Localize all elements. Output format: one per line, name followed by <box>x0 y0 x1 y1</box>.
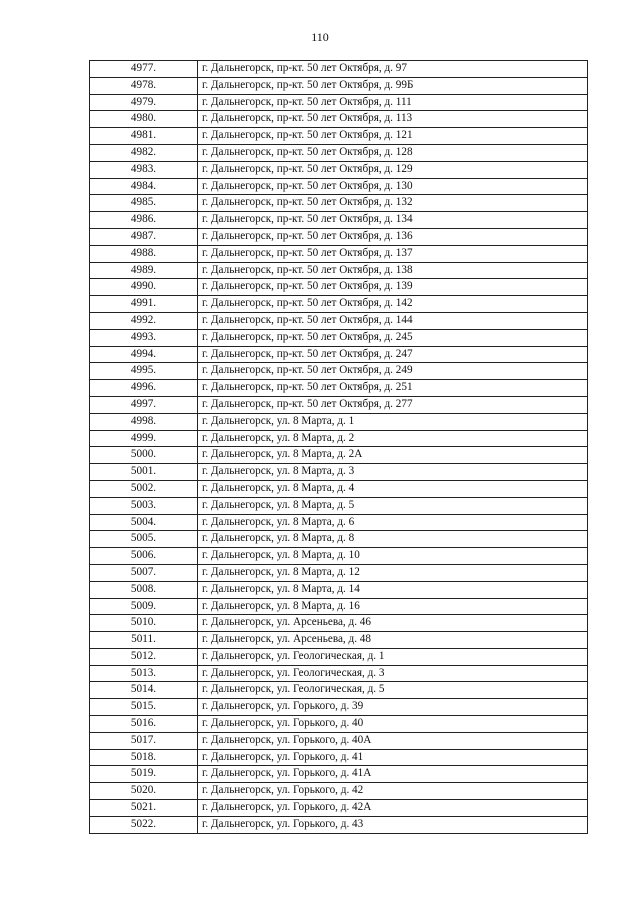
table-row <box>90 514 588 531</box>
table-row <box>90 497 588 514</box>
table-row <box>90 178 588 195</box>
table-row <box>90 430 588 447</box>
table-row <box>90 464 588 481</box>
table-row <box>90 195 588 212</box>
row-address: г. Дальнегорск, пр-кт. 50 лет Октября, д. 128 <box>198 144 588 161</box>
table-row <box>90 61 588 78</box>
row-address: г. Дальнегорск, пр-кт. 50 лет Октября, д. 142 <box>198 296 588 313</box>
table-row <box>90 245 588 262</box>
row-number: 5005. <box>90 531 198 548</box>
row-number: 4980. <box>90 111 198 128</box>
row-number: 5017. <box>90 732 198 749</box>
row-address: г. Дальнегорск, ул. Геологическая, д. 3 <box>198 665 588 682</box>
table-row <box>90 396 588 413</box>
row-address: г. Дальнегорск, ул. 8 Марта, д. 10 <box>198 548 588 565</box>
row-number: 5001. <box>90 464 198 481</box>
row-address: г. Дальнегорск, пр-кт. 50 лет Октября, д. 138 <box>198 262 588 279</box>
row-address: г. Дальнегорск, пр-кт. 50 лет Октября, д. 129 <box>198 161 588 178</box>
row-number: 5007. <box>90 564 198 581</box>
table-row <box>90 816 588 833</box>
row-number: 4985. <box>90 195 198 212</box>
row-address: г. Дальнегорск, пр-кт. 50 лет Октября, д. 251 <box>198 380 588 397</box>
row-number: 4987. <box>90 228 198 245</box>
table-row <box>90 212 588 229</box>
row-address: г. Дальнегорск, ул. 8 Марта, д. 12 <box>198 564 588 581</box>
table-row <box>90 665 588 682</box>
row-address: г. Дальнегорск, ул. 8 Марта, д. 3 <box>198 464 588 481</box>
row-address: г. Дальнегорск, пр-кт. 50 лет Октября, д. 132 <box>198 195 588 212</box>
row-number: 4984. <box>90 178 198 195</box>
table-row <box>90 682 588 699</box>
row-address: г. Дальнегорск, ул. Горького, д. 40 <box>198 716 588 733</box>
row-address: г. Дальнегорск, пр-кт. 50 лет Октября, д. 139 <box>198 279 588 296</box>
row-number: 4988. <box>90 245 198 262</box>
row-number: 5004. <box>90 514 198 531</box>
table-row <box>90 380 588 397</box>
row-number: 5009. <box>90 598 198 615</box>
row-number: 4986. <box>90 212 198 229</box>
row-address: г. Дальнегорск, ул. 8 Марта, д. 6 <box>198 514 588 531</box>
table-row <box>90 632 588 649</box>
row-number: 5015. <box>90 699 198 716</box>
table-row <box>90 128 588 145</box>
table-row <box>90 94 588 111</box>
table-row <box>90 144 588 161</box>
table-row <box>90 447 588 464</box>
row-address: г. Дальнегорск, пр-кт. 50 лет Октября, д. 136 <box>198 228 588 245</box>
row-address: г. Дальнегорск, пр-кт. 50 лет Октября, д. 247 <box>198 346 588 363</box>
table-row <box>90 800 588 817</box>
row-number: 5014. <box>90 682 198 699</box>
row-number: 4994. <box>90 346 198 363</box>
row-address: г. Дальнегорск, ул. 8 Марта, д. 4 <box>198 480 588 497</box>
table-row <box>90 228 588 245</box>
row-number: 5002. <box>90 480 198 497</box>
table-row <box>90 615 588 632</box>
row-address: г. Дальнегорск, ул. 8 Марта, д. 5 <box>198 497 588 514</box>
row-number: 4989. <box>90 262 198 279</box>
row-number: 4991. <box>90 296 198 313</box>
address-table <box>89 60 588 834</box>
table-row <box>90 648 588 665</box>
row-number: 4983. <box>90 161 198 178</box>
row-number: 4995. <box>90 363 198 380</box>
row-address: г. Дальнегорск, пр-кт. 50 лет Октября, д. 249 <box>198 363 588 380</box>
table-row <box>90 598 588 615</box>
table-row <box>90 480 588 497</box>
row-address: г. Дальнегорск, пр-кт. 50 лет Октября, д. 137 <box>198 245 588 262</box>
row-number: 4992. <box>90 312 198 329</box>
row-number: 4997. <box>90 396 198 413</box>
row-address: г. Дальнегорск, ул. Горького, д. 39 <box>198 699 588 716</box>
table-row <box>90 262 588 279</box>
row-number: 4996. <box>90 380 198 397</box>
row-address: г. Дальнегорск, пр-кт. 50 лет Октября, д. 277 <box>198 396 588 413</box>
table-row <box>90 783 588 800</box>
row-address: г. Дальнегорск, ул. Арсеньева, д. 46 <box>198 615 588 632</box>
row-number: 4978. <box>90 77 198 94</box>
row-address: г. Дальнегорск, пр-кт. 50 лет Октября, д. 113 <box>198 111 588 128</box>
row-number: 5013. <box>90 665 198 682</box>
table-row <box>90 329 588 346</box>
table-row <box>90 161 588 178</box>
row-number: 5006. <box>90 548 198 565</box>
row-number: 4981. <box>90 128 198 145</box>
row-address: г. Дальнегорск, пр-кт. 50 лет Октября, д. 245 <box>198 329 588 346</box>
row-address: г. Дальнегорск, ул. Горького, д. 42 <box>198 783 588 800</box>
row-address: г. Дальнегорск, пр-кт. 50 лет Октября, д. 130 <box>198 178 588 195</box>
row-address: г. Дальнегорск, ул. 8 Марта, д. 8 <box>198 531 588 548</box>
row-number: 4979. <box>90 94 198 111</box>
row-number: 5019. <box>90 766 198 783</box>
table-row <box>90 413 588 430</box>
table-row <box>90 346 588 363</box>
row-number: 4977. <box>90 61 198 78</box>
table-row <box>90 296 588 313</box>
table-row <box>90 564 588 581</box>
row-number: 5008. <box>90 581 198 598</box>
row-address: г. Дальнегорск, ул. 8 Марта, д. 1 <box>198 413 588 430</box>
row-number: 4982. <box>90 144 198 161</box>
row-number: 4998. <box>90 413 198 430</box>
table-row <box>90 548 588 565</box>
row-address: г. Дальнегорск, ул. 8 Марта, д. 2 <box>198 430 588 447</box>
table-row <box>90 766 588 783</box>
address-table-body <box>90 61 588 834</box>
row-address: г. Дальнегорск, пр-кт. 50 лет Октября, д. 121 <box>198 128 588 145</box>
row-address: г. Дальнегорск, ул. Горького, д. 41 <box>198 749 588 766</box>
row-address: г. Дальнегорск, ул. 8 Марта, д. 2А <box>198 447 588 464</box>
row-address: г. Дальнегорск, пр-кт. 50 лет Октября, д. 99Б <box>198 77 588 94</box>
row-number: 4993. <box>90 329 198 346</box>
row-number: 5003. <box>90 497 198 514</box>
row-address: г. Дальнегорск, ул. Арсеньева, д. 48 <box>198 632 588 649</box>
row-address: г. Дальнегорск, пр-кт. 50 лет Октября, д. 134 <box>198 212 588 229</box>
table-row <box>90 699 588 716</box>
table-row <box>90 279 588 296</box>
row-number: 5016. <box>90 716 198 733</box>
row-number: 5020. <box>90 783 198 800</box>
table-row <box>90 312 588 329</box>
row-address: г. Дальнегорск, ул. Горького, д. 41А <box>198 766 588 783</box>
row-number: 5022. <box>90 816 198 833</box>
row-address: г. Дальнегорск, пр-кт. 50 лет Октября, д. 111 <box>198 94 588 111</box>
row-number: 5012. <box>90 648 198 665</box>
row-address: г. Дальнегорск, ул. Геологическая, д. 1 <box>198 648 588 665</box>
row-number: 5010. <box>90 615 198 632</box>
table-row <box>90 716 588 733</box>
table-row <box>90 749 588 766</box>
row-address: г. Дальнегорск, ул. Геологическая, д. 5 <box>198 682 588 699</box>
table-row <box>90 77 588 94</box>
table-row <box>90 531 588 548</box>
row-number: 5021. <box>90 800 198 817</box>
table-row <box>90 732 588 749</box>
row-number: 5000. <box>90 447 198 464</box>
row-address: г. Дальнегорск, ул. 8 Марта, д. 16 <box>198 598 588 615</box>
row-address: г. Дальнегорск, пр-кт. 50 лет Октября, д. 144 <box>198 312 588 329</box>
row-number: 5011. <box>90 632 198 649</box>
row-number: 5018. <box>90 749 198 766</box>
row-address: г. Дальнегорск, пр-кт. 50 лет Октября, д. 97 <box>198 61 588 78</box>
row-number: 4990. <box>90 279 198 296</box>
table-row <box>90 111 588 128</box>
row-address: г. Дальнегорск, ул. Горького, д. 40А <box>198 732 588 749</box>
table-row <box>90 581 588 598</box>
table-row <box>90 363 588 380</box>
row-address: г. Дальнегорск, ул. 8 Марта, д. 14 <box>198 581 588 598</box>
row-address: г. Дальнегорск, ул. Горького, д. 42А <box>198 800 588 817</box>
page-number: 110 <box>311 30 329 44</box>
row-number: 4999. <box>90 430 198 447</box>
row-address: г. Дальнегорск, ул. Горького, д. 43 <box>198 816 588 833</box>
